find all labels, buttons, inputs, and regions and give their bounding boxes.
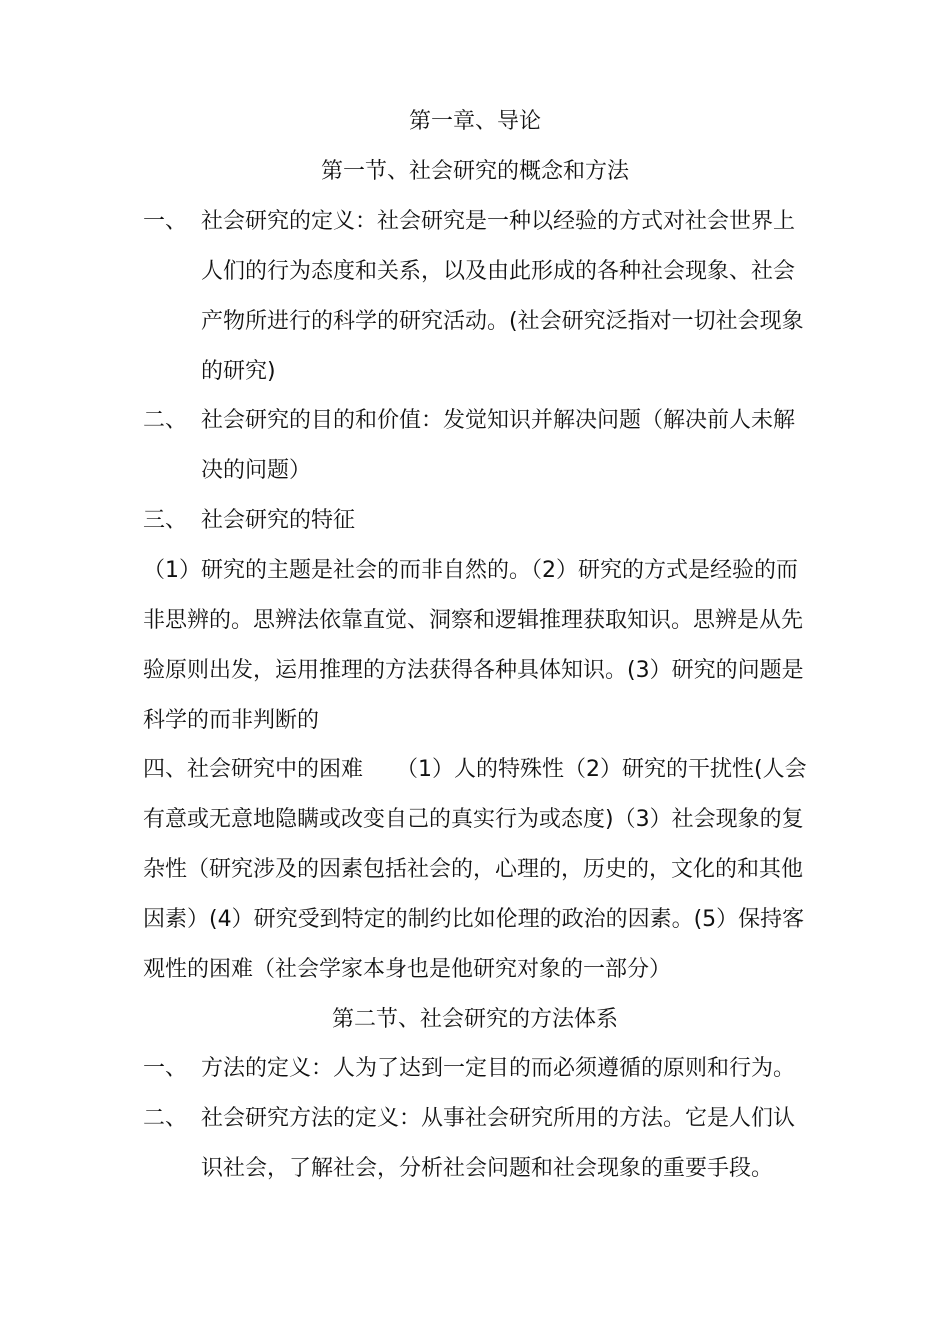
paragraph-line: 识社会，了解社会，分析社会问题和社会现象的重要手段。: [201, 1156, 774, 1181]
item-number: 三、: [143, 508, 188, 533]
paragraph-line: 非思辨的。思辨法依靠直觉、洞察和逻辑推理获取知识。思辨是从先: [143, 608, 804, 633]
item-number: 一、: [143, 1056, 188, 1081]
item-number: 二、: [143, 408, 188, 433]
paragraph-line: 观性的困难（社会学家本身也是他研究对象的一部分）: [143, 957, 672, 982]
paragraph-line: （1）研究的主题是社会的而非自然的。（2）研究的方式是经验的而: [143, 558, 798, 583]
paragraph-line: 因素）(4）研究受到特定的制约比如伦理的政治的因素。(5）保持客: [143, 907, 805, 932]
paragraph-line: 产物所进行的科学的研究活动。(社会研究泛指对一切社会现象: [201, 309, 804, 334]
paragraph-line: 决的问题）: [201, 458, 312, 483]
paragraph-line: 杂性（研究涉及的因素包括社会的，心理的，历史的，文化的和其他: [143, 857, 804, 882]
item-number: 一、: [143, 209, 188, 234]
section-title: 第一节、社会研究的概念和方法: [320, 159, 629, 184]
paragraph-line: 的研究): [201, 359, 276, 384]
paragraph-line: 社会研究的目的和价值：发觉知识并解决问题（解决前人未解: [201, 408, 796, 433]
paragraph-line: 有意或无意地隐瞒或改变自己的真实行为或态度)（3）社会现象的复: [143, 807, 804, 832]
paragraph-line: 四、社会研究中的困难 （1）人的特殊性（2）研究的干扰性(人会: [143, 757, 807, 782]
item-heading: 社会研究的特征: [201, 508, 356, 533]
chapter-title: 第一章、导论: [408, 109, 541, 134]
paragraph-line: 社会研究方法的定义：从事社会研究所用的方法。它是人们认: [201, 1106, 796, 1131]
section-title: 第二节、社会研究的方法体系: [331, 1007, 618, 1032]
paragraph-line: 人们的行为态度和关系，以及由此形成的各种社会现象、社会: [201, 259, 796, 284]
paragraph-line: 科学的而非判断的: [143, 708, 320, 733]
paragraph-line: 社会研究的定义：社会研究是一种以经验的方式对社会世界上: [201, 209, 796, 234]
paragraph-line: 验原则出发，运用推理的方法获得各种具体知识。(3）研究的问题是: [143, 658, 804, 683]
paragraph-line: 方法的定义：人为了达到一定目的而必须遵循的原则和行为。: [201, 1056, 796, 1081]
item-number: 二、: [143, 1106, 188, 1131]
